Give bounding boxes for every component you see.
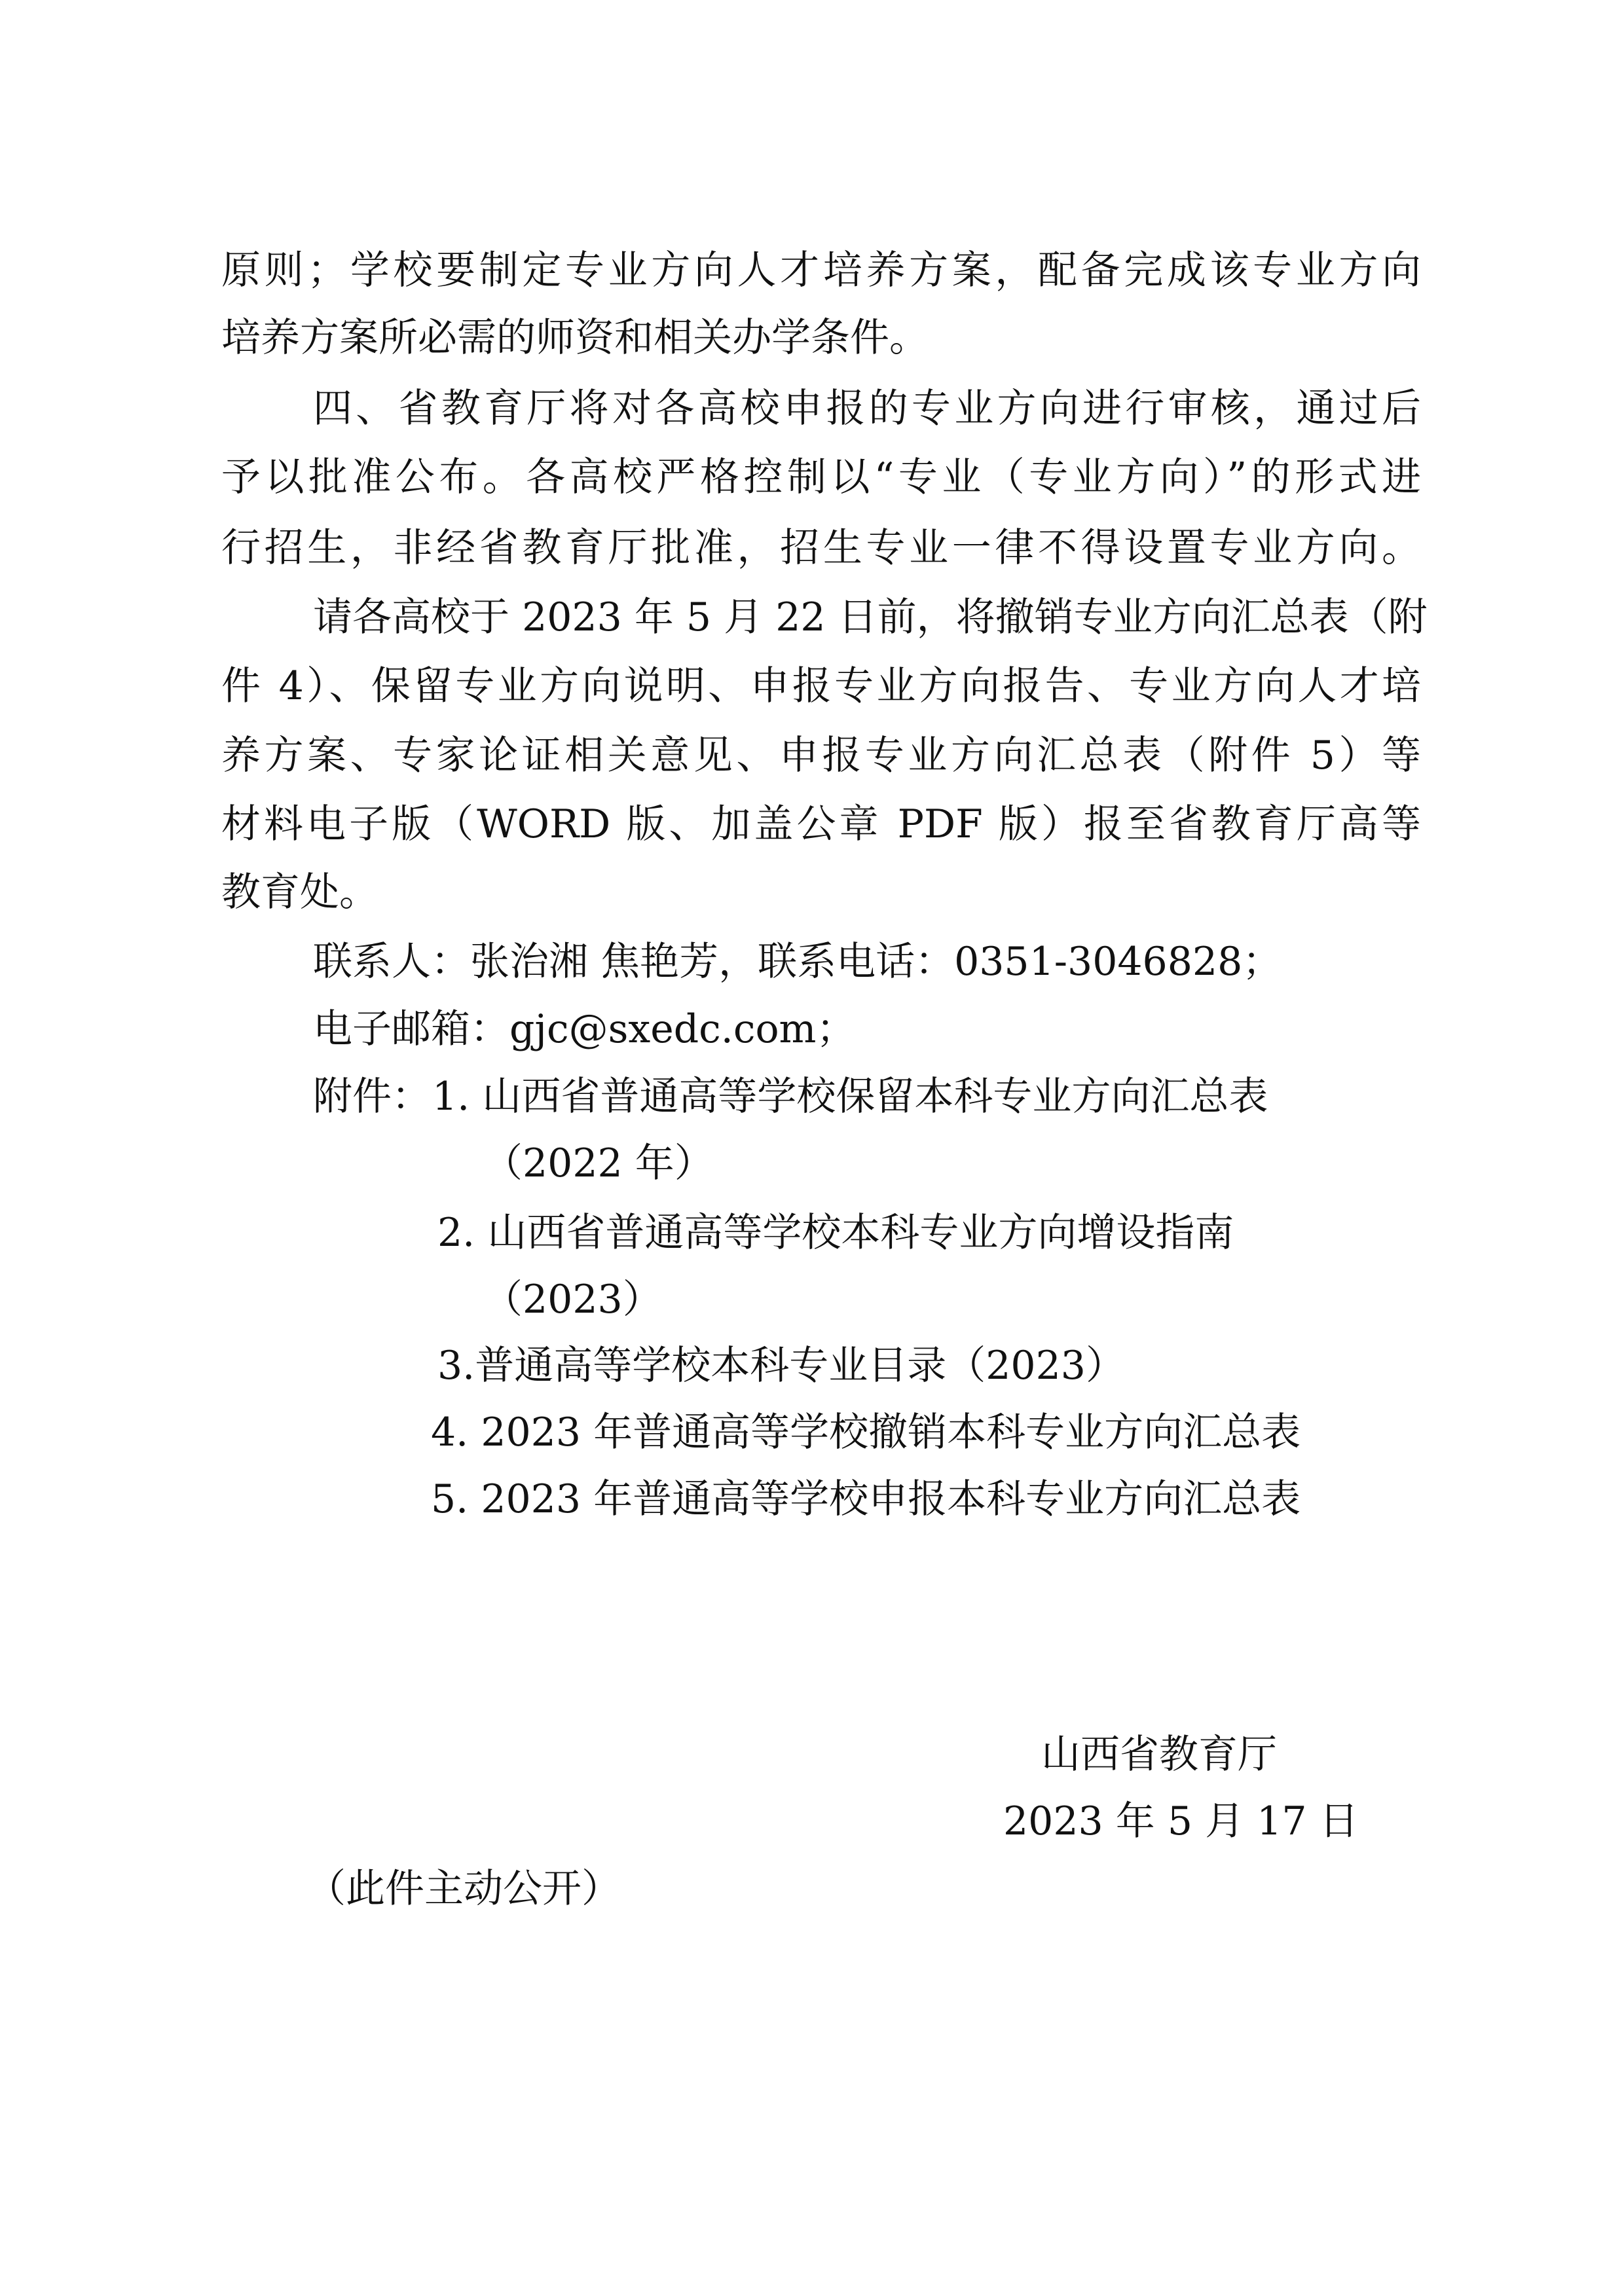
signature-organization: 山西省教育厅 <box>1041 1732 1277 1777</box>
contact-line: 联系人：张治湘 焦艳芳，联系电话：0351-3046828； <box>313 939 1282 985</box>
paragraph-2-line-1: 四、省教育厅将对各高校申报的专业方向进行审核，通过后 <box>313 386 1421 431</box>
attachment-4-line: 4. 2023 年普通高等学校撤销本科专业方向汇总表 <box>431 1410 1301 1455</box>
signature-date: 2023 年 5 月 17 日 <box>1003 1798 1359 1844</box>
paragraph-3-line-3: 养方案、专家论证相关意见、申报专业方向汇总表（附件 5）等 <box>221 733 1421 778</box>
paragraph-3-line-2: 件 4）、保留专业方向说明、申报专业方向报告、专业方向人才培 <box>221 663 1421 709</box>
paragraph-3-line-5: 教育处。 <box>221 869 378 915</box>
paragraph-1-line-2: 培养方案所必需的师资和相关办学条件。 <box>221 315 929 361</box>
attachment-2-line-2: （2023） <box>483 1277 662 1322</box>
paragraph-3-line-1: 请各高校于 2023 年 5 月 22 日前，将撤销专业方向汇总表（附 <box>313 594 1428 640</box>
attachment-1-line-1: 1. 山西省普通高等学校保留本科专业方向汇总表 <box>432 1074 1268 1120</box>
paragraph-2-line-3: 行招生，非经省教育厅批准，招生专业一律不得设置专业方向。 <box>221 525 1421 571</box>
attachment-1-line-2: （2022 年） <box>483 1140 714 1186</box>
disclosure-note: （此件主动公开） <box>306 1866 621 1912</box>
paragraph-2-line-2: 予以批准公布。各高校严格控制以“专业（专业方向）”的形式进 <box>221 454 1421 500</box>
attachment-2-line-1: 2. 山西省普通高等学校本科专业方向增设指南 <box>437 1210 1234 1256</box>
attachment-3-line: 3.普通高等学校本科专业目录（2023） <box>437 1343 1125 1389</box>
attachments-label: 附件： <box>313 1074 431 1120</box>
paragraph-1-line-1: 原则；学校要制定专业方向人才培养方案，配备完成该专业方向 <box>221 247 1421 293</box>
attachment-5-line: 5. 2023 年普通高等学校申报本科专业方向汇总表 <box>431 1476 1301 1522</box>
paragraph-3-line-4: 材料电子版（WORD 版、加盖公章 PDF 版）报至省教育厅高等 <box>221 801 1421 847</box>
email-line: 电子邮箱：gjc@sxedc.com； <box>313 1006 856 1052</box>
